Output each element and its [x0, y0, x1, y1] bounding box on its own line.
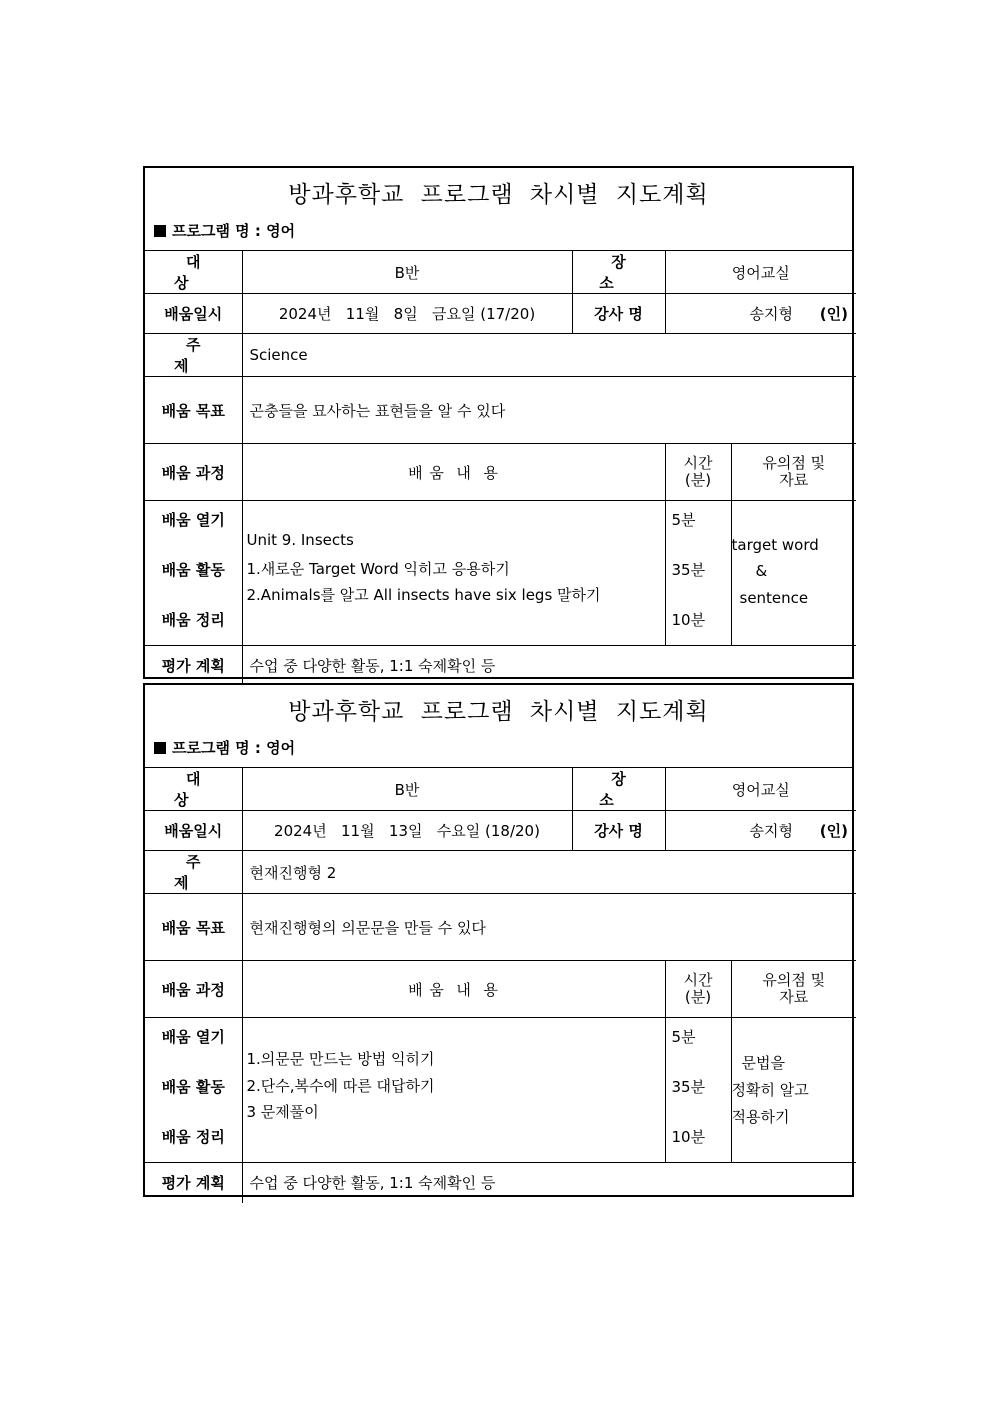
note-line: 문법을 — [741, 1054, 785, 1072]
process-label: 배움 과정 — [145, 961, 242, 1018]
program-name: 프로그램 명 : 영어 — [154, 737, 295, 758]
step-activity: 배움 활동 — [161, 1078, 225, 1096]
time-header: 시간 (분) — [665, 961, 731, 1018]
time-values — [665, 1018, 731, 1163]
note-line: sentence — [739, 589, 809, 607]
date-value: 2024년 11월 8일 금요일 (17/20) — [242, 294, 572, 334]
place-value: 영어교실 — [665, 768, 856, 811]
teacher-name: 송지형 — [749, 822, 794, 840]
content-line: 2.단수,복수에 따른 대답하기 — [246, 1077, 435, 1095]
content-line: 1.새로운 Target Word 익히고 응용하기 — [246, 560, 510, 578]
seal-mark: (인) — [819, 822, 848, 840]
seal-mark: (인) — [819, 305, 848, 323]
target-label: 대 상 — [145, 251, 242, 294]
plan-table — [145, 768, 856, 1203]
notes-header: 유의점 및 자료 — [731, 961, 856, 1018]
target-value: B반 — [242, 768, 572, 811]
teacher-label: 강사 명 — [572, 811, 665, 851]
goal-label: 배움 목표 — [145, 894, 242, 961]
place-value: 영어교실 — [665, 251, 856, 294]
date-label: 배움일시 — [145, 294, 242, 334]
time-value: 5분 — [671, 511, 696, 529]
step-open: 배움 열기 — [161, 511, 225, 529]
date-value: 2024년 11월 13일 수요일 (18/20) — [242, 811, 572, 851]
eval-label: 평가 계획 — [145, 1163, 242, 1203]
teacher-value — [665, 811, 856, 851]
teacher-value — [665, 294, 856, 334]
notes-header: 유의점 및 자료 — [731, 444, 856, 501]
note-line: & — [755, 562, 768, 580]
goal-label: 배움 목표 — [145, 377, 242, 444]
time-value: 10분 — [671, 611, 706, 629]
program-name: 프로그램 명 : 영어 — [154, 220, 295, 241]
time-header: 시간 (분) — [665, 444, 731, 501]
note-line: 정확히 알고 — [731, 1081, 809, 1099]
content-line: 2.Animals를 알고 All insects have six legs 말하기 — [246, 586, 601, 604]
target-label: 대 상 — [145, 768, 242, 811]
step-open: 배움 열기 — [161, 1028, 225, 1046]
eval-value: 수업 중 다양한 활동, 1:1 숙제확인 등 — [242, 646, 856, 685]
square-bullet-icon — [154, 225, 166, 237]
content-body — [242, 1018, 665, 1163]
time-value: 5분 — [671, 1028, 696, 1046]
teacher-label: 강사 명 — [572, 294, 665, 334]
step-activity: 배움 활동 — [161, 561, 225, 579]
process-label: 배움 과정 — [145, 444, 242, 501]
content-body — [242, 501, 665, 646]
note-line: target word — [731, 536, 819, 554]
topic-label: 주 제 — [145, 334, 242, 377]
eval-label: 평가 계획 — [145, 646, 242, 685]
notes-body — [731, 501, 856, 646]
plan-header — [145, 168, 852, 251]
note-line: 적용하기 — [731, 1108, 790, 1126]
plan-header — [145, 685, 852, 768]
place-label: 장 소 — [572, 251, 665, 294]
eval-value: 수업 중 다양한 활동, 1:1 숙제확인 등 — [242, 1163, 856, 1203]
time-value: 35분 — [671, 1078, 706, 1096]
time-values — [665, 501, 731, 646]
teacher-name: 송지형 — [749, 305, 794, 323]
date-label: 배움일시 — [145, 811, 242, 851]
time-value: 10분 — [671, 1128, 706, 1146]
content-header: 배 움 내 용 — [242, 444, 665, 501]
content-line: 1.의문문 만드는 방법 익히기 — [246, 1050, 435, 1068]
place-label: 장 소 — [572, 768, 665, 811]
target-value: B반 — [242, 251, 572, 294]
plan-table — [145, 251, 856, 685]
topic-label: 주 제 — [145, 851, 242, 894]
content-line: 3 문제풀이 — [246, 1103, 319, 1121]
lesson-plan-2 — [143, 683, 854, 1197]
notes-body — [731, 1018, 856, 1163]
process-steps — [145, 501, 242, 646]
plan-title: 방과후학교 프로그램 차시별 지도계획 — [288, 699, 709, 725]
content-line: Unit 9. Insects — [246, 531, 354, 549]
goal-value: 현재진행형의 의문문을 만들 수 있다 — [242, 894, 856, 961]
lesson-plan-1 — [143, 166, 854, 679]
topic-value: 현재진행형 2 — [242, 851, 856, 894]
plan-title: 방과후학교 프로그램 차시별 지도계획 — [288, 182, 709, 208]
step-close: 배움 정리 — [161, 611, 225, 629]
goal-value: 곤충들을 묘사하는 표현들을 알 수 있다 — [242, 377, 856, 444]
time-value: 35분 — [671, 561, 706, 579]
step-close: 배움 정리 — [161, 1128, 225, 1146]
square-bullet-icon — [154, 742, 166, 754]
process-steps — [145, 1018, 242, 1163]
topic-value: Science — [242, 334, 856, 377]
content-header: 배 움 내 용 — [242, 961, 665, 1018]
